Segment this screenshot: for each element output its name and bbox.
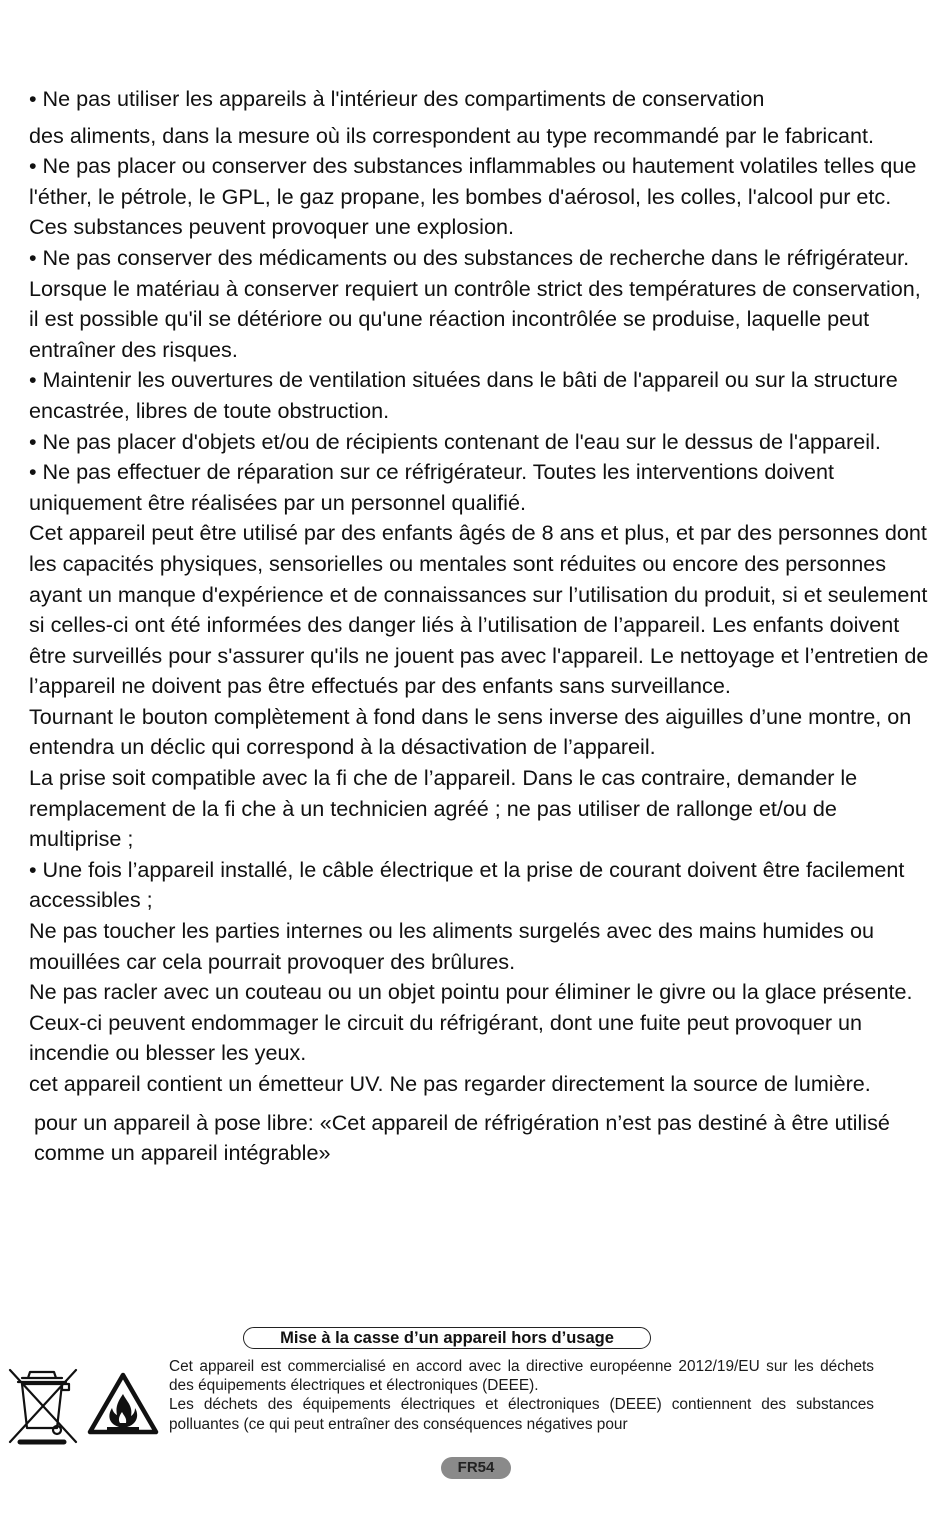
paragraph-repair: • Ne pas effectuer de réparation sur ce réfrigérateur. Toutes les interventions doivent uniquement être réalisées par un personnel qualifié. xyxy=(29,459,834,515)
page-number-badge: FR54 xyxy=(441,1457,511,1479)
paragraph-uv: cet appareil contient un émetteur UV. Ne pas regarder directement la source de lumière. xyxy=(29,1071,871,1096)
paragraph-wet-hands: Ne pas toucher les parties internes ou les aliments surgelés avec des mains humides ou mouillées car cela pourrait provoquer des brûlures. xyxy=(29,918,874,974)
paragraph-freestanding: pour un appareil à pose libre: «Cet appareil de réfrigération n’est pas destiné à être utilisé comme un appareil intégrable» xyxy=(34,1109,890,1166)
disposal-section-title: Mise à la casse d’un appareil hors d’usage xyxy=(243,1327,651,1349)
paragraph-switch-off: Tournant le bouton complètement à fond dans le sens inverse des aiguilles d’une montre, on entendra un déclic qui correspond à la désactivation de l’appareil. xyxy=(29,703,912,760)
disposal-description xyxy=(169,1357,874,1434)
disposal-directive-text: Cet appareil est commercialisé en accord avec la directive européenne 2012/19/EU sur les déchets des équipements électriques et électroniques (DEEE). xyxy=(169,1358,874,1395)
crossed-out-wheelie-bin-icon xyxy=(2,1362,84,1446)
paragraph-medicines: • Ne pas conserver des médicaments ou des substances de recherche dans le réfrigérateur. Lorsque le matériau à conserver requiert un contrôle strict des températures de conservation, il est possible qu'il se détériore ou qu'une réaction incontrôlée se produise, laquelle peut entraîner des risques. xyxy=(29,244,921,362)
paragraph-ventilation: • Maintenir les ouvertures de ventilation situées dans le bâti de l'appareil ou sur la structure encastrée, libres de toute obstruction. xyxy=(29,367,898,423)
paragraph-plug: La prise soit compatible avec la fi che de l’appareil. Dans le cas contraire, demander le remplacement de la fi che à un technicien agréé ; ne pas utiliser de rallonge et/ou de multiprise ; xyxy=(29,765,858,852)
paragraph-storage-2: des aliments, dans la mesure où ils correspondent au type recommandé par le fabricant. xyxy=(29,122,875,148)
paragraph-defrost: Ne pas racler avec un couteau ou un objet pointu pour éliminer le givre ou la glace présente. Ceux-ci peuvent endommager le circuit du réfrigérant, dont une fuite peut provoquer un incendie ou blesser les yeux. xyxy=(29,979,913,1066)
flammable-warning-icon xyxy=(87,1372,159,1436)
paragraph-children: Cet appareil peut être utilisé par des enfants âgés de 8 ans et plus, et par des personnes dont les capacités physiques, sensorielles ou mentales sont réduites ou encore des personnes ayant un manque d'expérience et de connaissances sur l’utilisation du produit, si et seulement si celles-ci ont été informées des danger liés à l’utilisation de l’appareil. Les enfants doivent être surveillés pour s'assurer qu'ils ne jouent pas avec l'appareil. Le nettoyage et l’entretien de l’appareil ne doivent pas être effectués par des enfants sans surveillance. xyxy=(29,520,929,699)
paragraph-cable-access: • Une fois l’appareil installé, le câble électrique et la prise de courant doivent être facilement accessibles ; xyxy=(29,856,905,913)
paragraph-flammable: • Ne pas placer ou conserver des substances inflammables ou hautement volatiles telles que l'éther, le pétrole, le GPL, le gaz propane, les bombes d'aérosol, les colles, l'alcool pur etc. Ces substances peuvent provoquer une explosion. xyxy=(29,153,917,240)
safety-instructions xyxy=(29,84,934,1169)
disposal-pollutants-text: Les déchets des équipements électriques et électroniques (DEEE) contiennent des substances polluantes (ce qui peut entraîner des conséquences négatives pour xyxy=(169,1396,874,1433)
paragraph-water-containers: • Ne pas placer d'objets et/ou de récipients contenant de l'eau sur le dessus de l'appareil. xyxy=(29,428,881,454)
paragraph-storage-1: • Ne pas utiliser les appareils à l'intérieur des compartiments de conservation xyxy=(29,86,765,111)
